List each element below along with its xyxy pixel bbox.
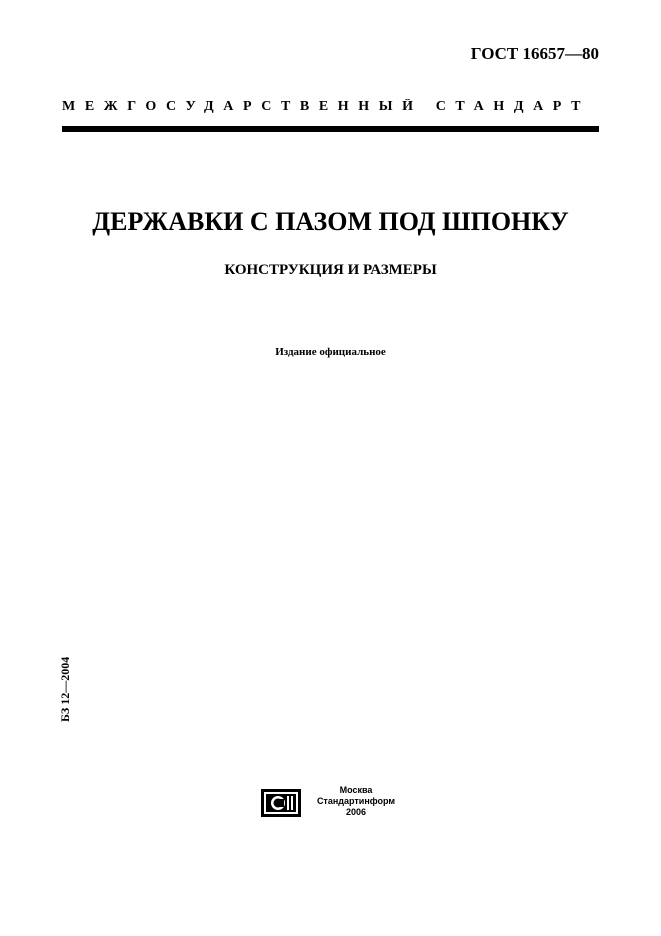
side-index-code: БЗ 12—2004: [58, 656, 72, 722]
edition-note: Издание официальное: [275, 346, 386, 358]
publisher-block: [308, 785, 404, 818]
header-rule: [62, 126, 599, 132]
publisher-year: 2006: [345, 807, 367, 817]
document-title: ДЕРЖАВКИ С ПАЗОМ ПОД ШПОНКУ: [92, 207, 569, 236]
document-subtitle: КОНСТРУКЦИЯ И РАЗМЕРЫ: [224, 262, 437, 278]
standard-type-heading: МЕЖГОСУДАРСТВЕННЫЙ СТАНДАРТ: [62, 99, 591, 114]
standartinform-logo-icon: [260, 788, 302, 818]
publisher-city: Москва: [339, 785, 373, 795]
publisher-name: Стандартинформ: [316, 796, 396, 806]
doc-code: ГОСТ 16657—80: [470, 44, 599, 63]
